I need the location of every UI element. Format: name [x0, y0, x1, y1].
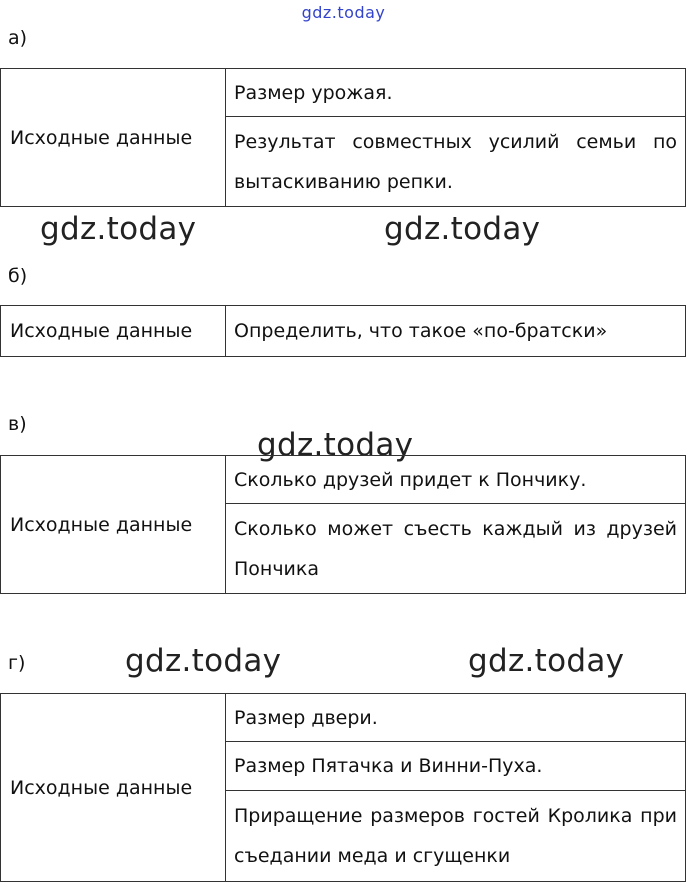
watermark: gdz.today — [468, 643, 625, 679]
section-label-d: г) — [8, 652, 26, 674]
watermark: gdz.today — [125, 643, 282, 679]
section-label-b: б) — [8, 265, 28, 287]
table-c-header: Исходные данные — [1, 456, 226, 594]
table-b — [0, 305, 686, 357]
table-a-header: Исходные данные — [1, 69, 226, 207]
watermark-top: gdz.today — [301, 3, 386, 22]
table-a-row-1: Размер урожая. — [226, 69, 686, 117]
table-d-header: Исходные данные — [1, 694, 226, 882]
table-d-row-3: Приращение размеров гостей Кролика при съедании меда и сгущенки — [226, 791, 686, 882]
table-c-row-1: Сколько друзей придет к Пончику. — [226, 456, 686, 504]
section-label-c: в) — [8, 413, 27, 435]
watermark: gdz.today — [257, 427, 414, 463]
table-d-row-2: Размер Пятачка и Винни-Пуха. — [226, 742, 686, 791]
watermark: gdz.today — [40, 211, 197, 247]
table-c — [0, 455, 686, 594]
table-a-row-2: Результат совместных усилий семьи по вытаскиванию репки. — [226, 117, 686, 207]
table-d — [0, 693, 686, 882]
table-d-row-1: Размер двери. — [226, 694, 686, 742]
table-b-header: Исходные данные — [1, 306, 226, 357]
watermark: gdz.today — [384, 211, 541, 247]
table-b-row-1: Определить, что такое «по-братски» — [226, 306, 686, 357]
table-a — [0, 68, 686, 207]
table-c-row-2: Сколько может съесть каждый из друзей Пончика — [226, 504, 686, 594]
section-label-a: а) — [8, 27, 28, 49]
